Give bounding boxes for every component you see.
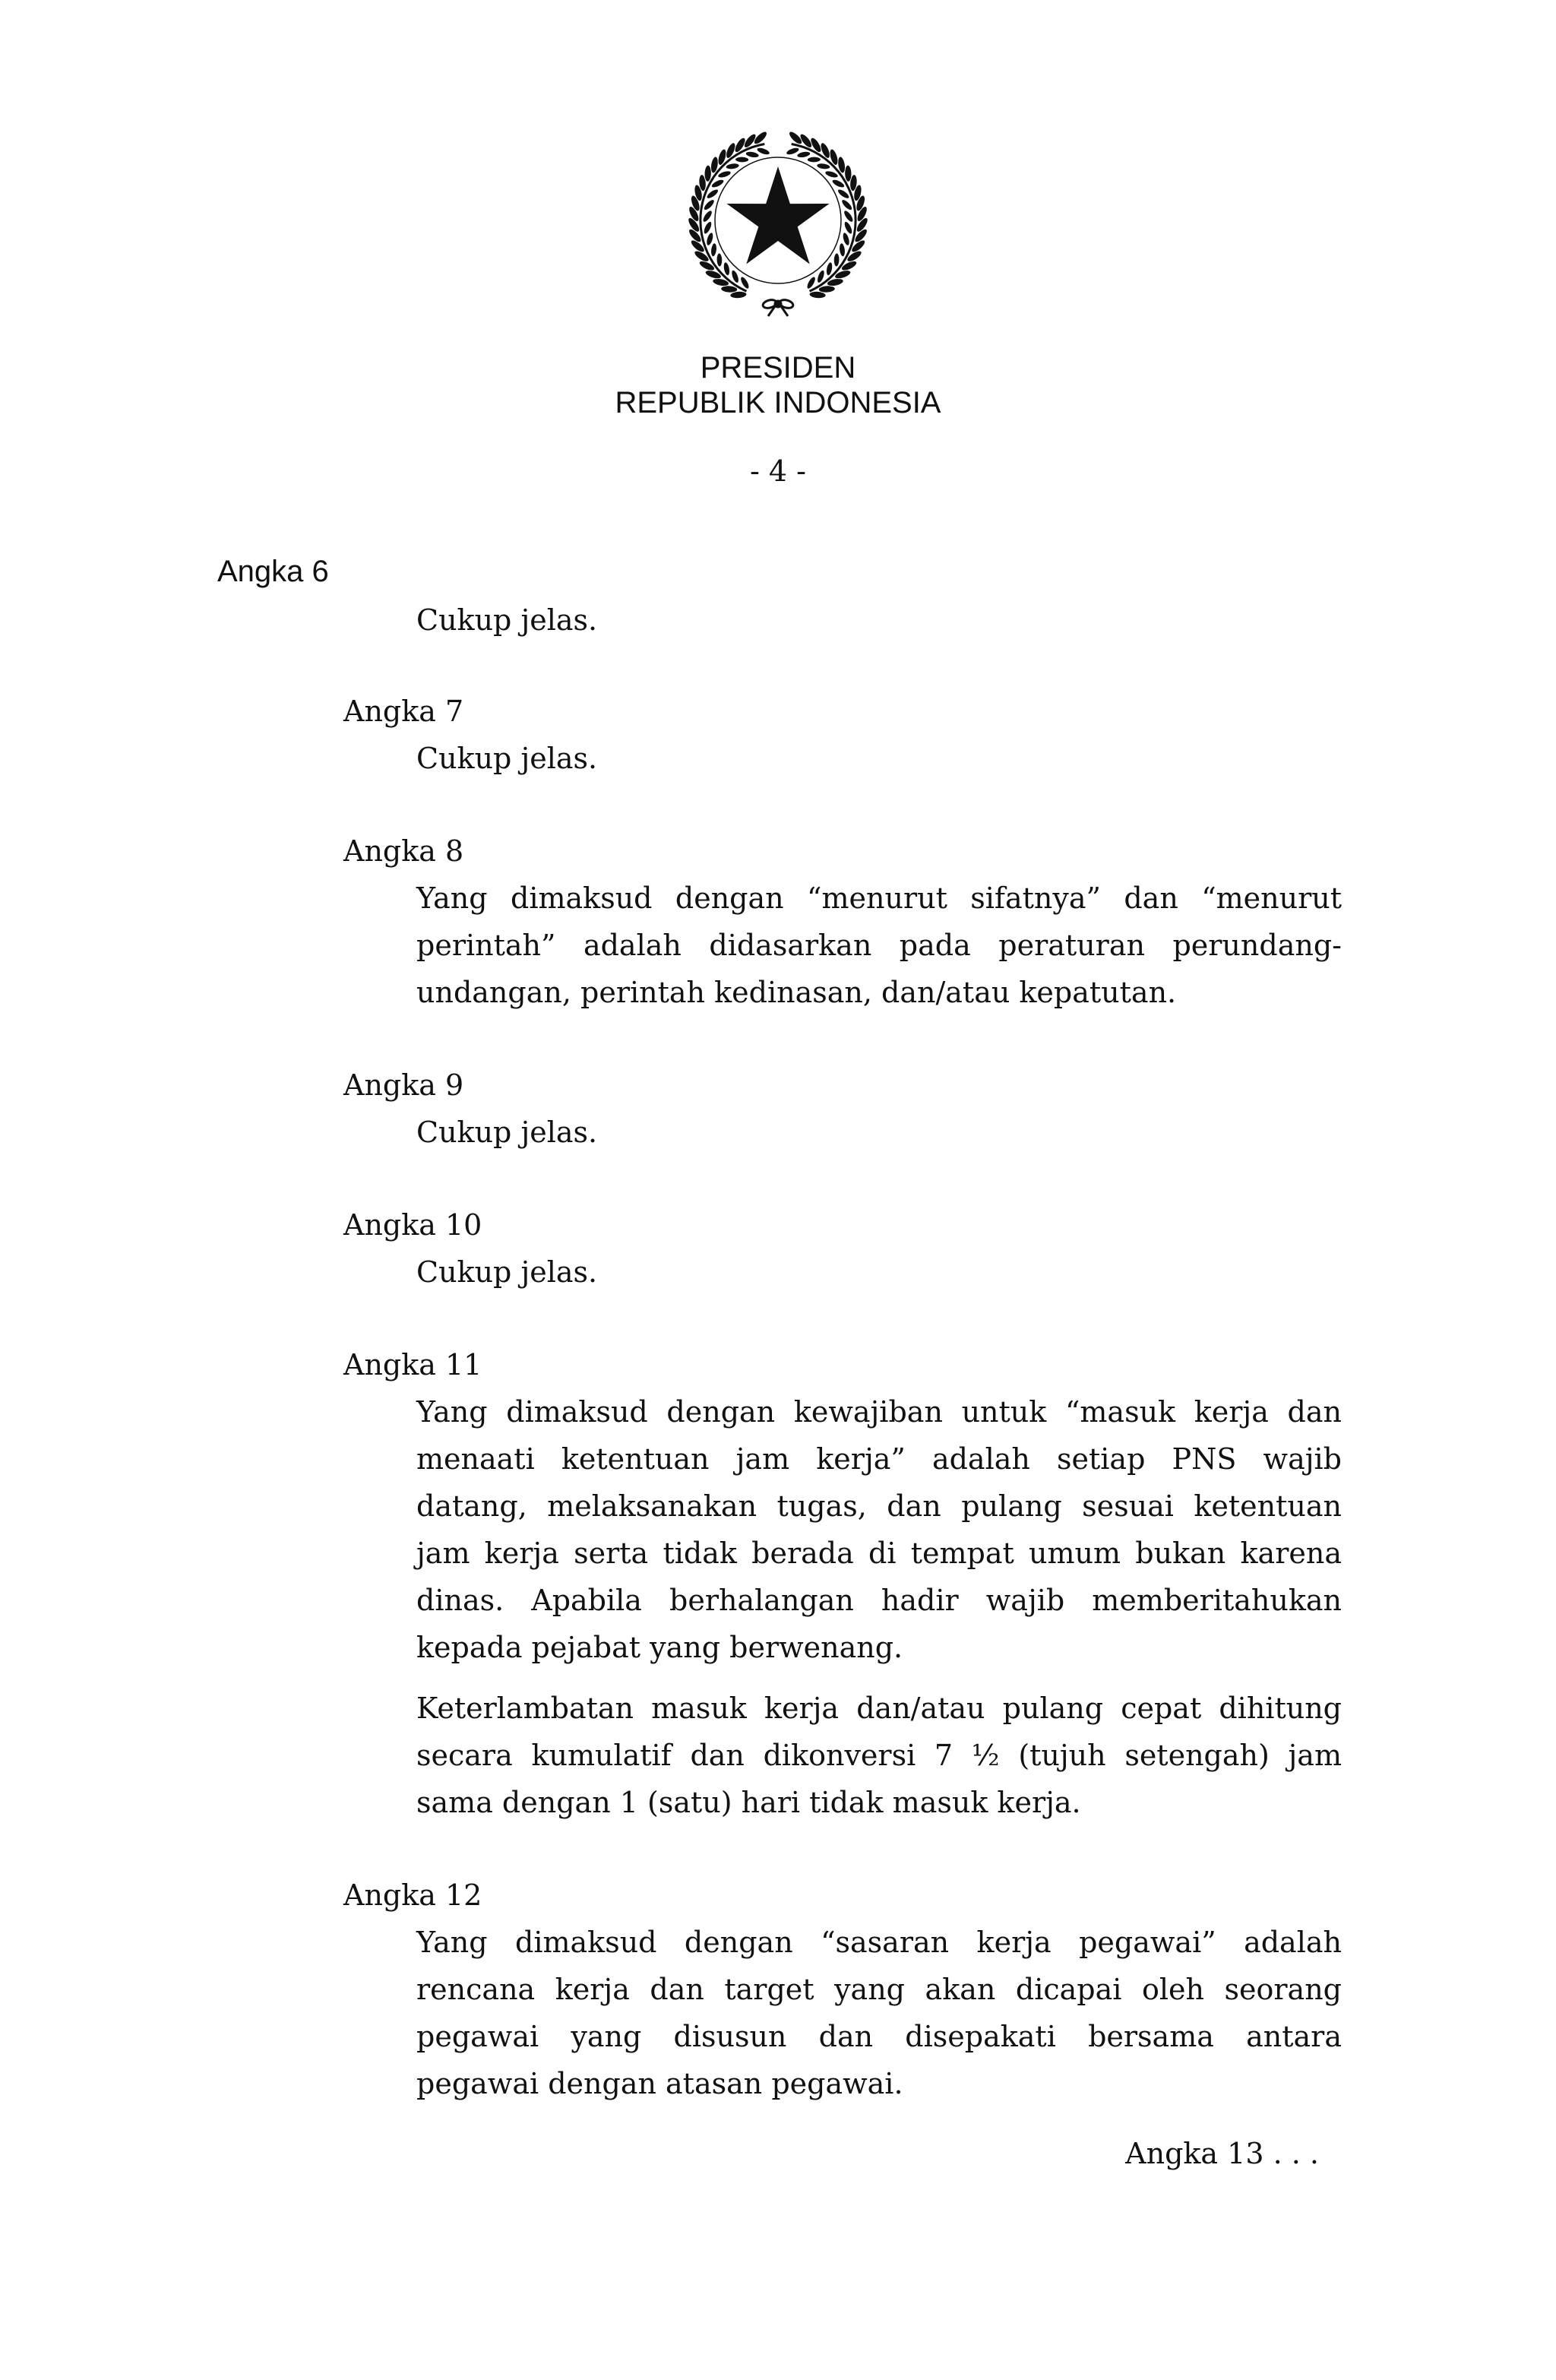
wreath-leaf [816,163,830,170]
paragraph-line: Yang dimaksud dengan kewajiban untuk “masuk kerja dan [416,1395,1342,1429]
section [343,1872,1342,2107]
section-body [416,597,1342,644]
paragraph [416,1249,1342,1296]
wreath-leaf [710,242,718,257]
section-body [416,875,1342,1016]
paragraph-line: kepada pejabat yang berwenang. [416,1631,903,1664]
paragraph-line: dinas. Apabila berhalangan hadir wajib memberitahukan [416,1584,1342,1617]
section [343,688,1342,782]
paragraph-line: sama dengan 1 (satu) hari tidak masuk kerja. [416,1786,1081,1819]
header-title-presiden: PRESIDEN [700,351,856,385]
paragraph-line: Yang dimaksud dengan “sasaran kerja pegawai” adalah [416,1926,1342,1959]
wreath-leaf [833,253,840,267]
section [343,828,1342,1016]
paragraph-line: undangan, perintah kedinasan, dan/atau kepatutan. [416,976,1177,1009]
wreath-leaf [796,150,811,159]
paragraph-line: Yang dimaksud dengan “menurut sifatnya” dan “menurut [416,881,1342,915]
paragraph [416,1919,1342,2107]
section-heading: Angka 9 [343,1068,464,1102]
wreath-leaf [701,209,714,223]
wreath-leaf [825,261,833,276]
paragraph [416,875,1342,1016]
section [343,1062,1342,1156]
star-icon [726,166,829,264]
paragraph [416,1685,1342,1826]
section [343,1341,1342,1826]
paragraph-line: jam kerja serta tidak berada di tempat umum bukan karena [416,1537,1342,1570]
wreath-leaf [840,198,854,212]
page-number: - 4 - [749,454,806,488]
paragraph-line: Cukup jelas. [416,742,598,775]
wreath-leaf [745,150,760,159]
section-body [416,1109,1342,1156]
paragraph-line: Cukup jelas. [416,603,598,637]
section [343,1201,1342,1296]
wreath-leaf [842,209,855,223]
paragraph-line: Keterlambatan masuk kerja dan/atau pulang cepat dihitung [416,1692,1342,1725]
section-body [416,1919,1342,2107]
section-body [416,1388,1342,1826]
paragraph-line: perintah” adalah didasarkan pada peraturan perundang- [416,929,1342,962]
paragraph [416,735,1342,782]
paragraph-line: datang, melaksanakan tugas, dan pulang sesuai ketentuan [416,1489,1342,1523]
paragraph-line: Cukup jelas. [416,1255,598,1289]
wreath-leaf [735,157,749,163]
section-body [416,1249,1342,1296]
paragraph [416,1388,1342,1671]
wreath-leaf [716,253,723,267]
letterhead [0,350,1556,420]
paragraph-line: pegawai yang disusun dan disepakati bersama antara [416,2020,1342,2053]
section-heading: Angka 7 [343,695,464,728]
ribbon-bow-icon [762,299,794,316]
wreath-leaf [723,261,731,276]
section-heading: Angka 8 [343,834,464,868]
section-heading: Angka 12 [343,1878,482,1912]
wreath-leaf [702,198,716,212]
paragraph-line: menaati ketentuan jam kerja” adalah setiap PNS wajib [416,1442,1342,1476]
wreath-leaf [839,242,846,257]
paragraph-line: secara kumulatif dan dikonversi 7 ½ (tujuh setengah) jam [416,1739,1342,1772]
section-heading: Angka 10 [343,1208,482,1242]
paragraph-line: rencana kerja dan target yang akan dicapai oleh seorang [416,1973,1342,2006]
paragraph [416,597,1342,644]
header-title-republik-indonesia: REPUBLIK INDONESIA [615,386,941,419]
wreath-leaf [726,163,740,170]
section-body [416,735,1342,782]
continuation-marker: Angka 13 . . . [1125,2137,1319,2170]
presidential-seal-icon [679,122,877,319]
paragraph-line: pegawai dengan atasan pegawai. [416,2067,903,2100]
section-list [343,688,1342,2107]
section-heading: Angka 6 [217,555,329,588]
wreath-leaf [807,157,821,163]
section-heading: Angka 11 [343,1348,482,1381]
paragraph [416,1109,1342,1156]
paragraph-line: Cukup jelas. [416,1116,598,1149]
